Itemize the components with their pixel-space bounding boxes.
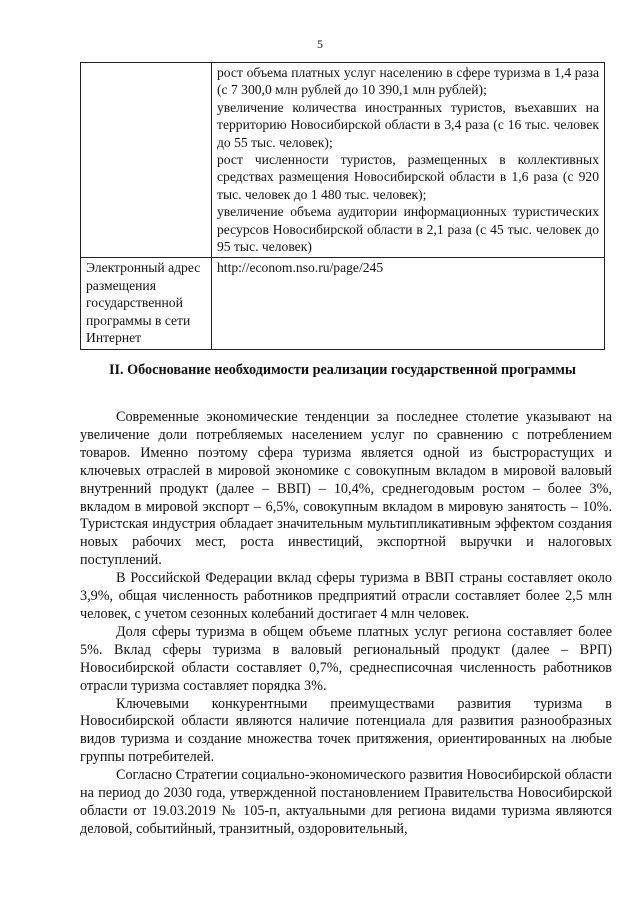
- section-body: [80, 409, 612, 839]
- table-label-cell: [81, 63, 212, 258]
- table-value-cell: [212, 258, 605, 349]
- paragraph: В Российской Федерации вклад сферы туризма в ВВП страны составляет около 3,9%, общая численность работников предприятий отрасли составляет более 2,5 млн человек, с учетом сезонных колебаний достигает 4 млн человек.: [80, 570, 612, 622]
- table-label-cell: Электронный адрес размещения государственной программы в сети Интернет: [81, 258, 212, 349]
- paragraph: Современные экономические тенденции за последнее столетие указывают на увеличение доли потребляемых населением услуг по сравнению с потреблением товаров. Именно поэтому сфера туризма является одной из быстрорастущих и ключевых отраслей в мировой экономике с совокупным вкладом в мировой валовый внутренний продукт (далее – ВВП) – 10,4%, среднегодовым ростом – более 3%, вкладом в мировой экспорт – 6,5%, совокупным вкладом в мировую занятость – 10%. Туристская индустрия обладает значительным мультипликативным эффектом создания новых рабочих мест, роста инвестиций, экспортной выручки и налоговых поступлений.: [80, 409, 612, 569]
- program-passport-table: [80, 62, 605, 350]
- indicator-line: рост объема платных услуг населению в сфере туризма в 1,4 раза (с 7 300,0 млн рублей до 10 390,1 млн рублей);: [217, 65, 599, 98]
- table-row: [81, 63, 605, 258]
- indicator-line: увеличение объема аудитории информационных туристических ресурсов Новосибирской области в 2,1 раза (с 45 тыс. человек до 95 тыс. человек): [217, 204, 599, 255]
- paragraph: Ключевыми конкурентными преимуществами развития туризма в Новосибирской области являются наличие потенциала для развития разнообразных видов туризма и создание множества точек притяжения, ориентированных на любые группы потребителей.: [80, 695, 612, 766]
- section-title: II. Обоснование необходимости реализации государственной программы: [108, 362, 577, 378]
- indicator-line: увеличение количества иностранных туристов, въехавших на территорию Новосибирской области в 3,4 раза (с 16 тыс. человек до 55 тыс. человек);: [217, 99, 599, 150]
- indicator-line: рост численности туристов, размещенных в коллективных средствах размещения Новосибирской области в 1,6 раза (с 920 тыс. человек до 1 480 тыс. человек);: [217, 152, 599, 202]
- page-number: 5: [317, 37, 323, 51]
- table-row: [81, 258, 605, 349]
- program-url-link[interactable]: http://econom.nso.ru/page/245: [217, 260, 384, 276]
- paragraph: Доля сферы туризма в общем объеме платных услуг региона составляет более 5%. Вклад сферы туризма в валовый региональный продукт (далее – ВРП) Новосибирской области составляет 0,7%, среднесписочная численность работников отрасли туризма составляет порядка 3%.: [80, 623, 612, 694]
- table-value-cell: [212, 63, 605, 258]
- paragraph: Согласно Стратегии социально-экономического развития Новосибирской области на период до 2030 года, утвержденной постановлением Правительства Новосибирской области от 19.03.2019 № 105-п, актуальными для региона видами туризма являются деловой, событийный, транзитный, оздоровительный,: [80, 767, 612, 837]
